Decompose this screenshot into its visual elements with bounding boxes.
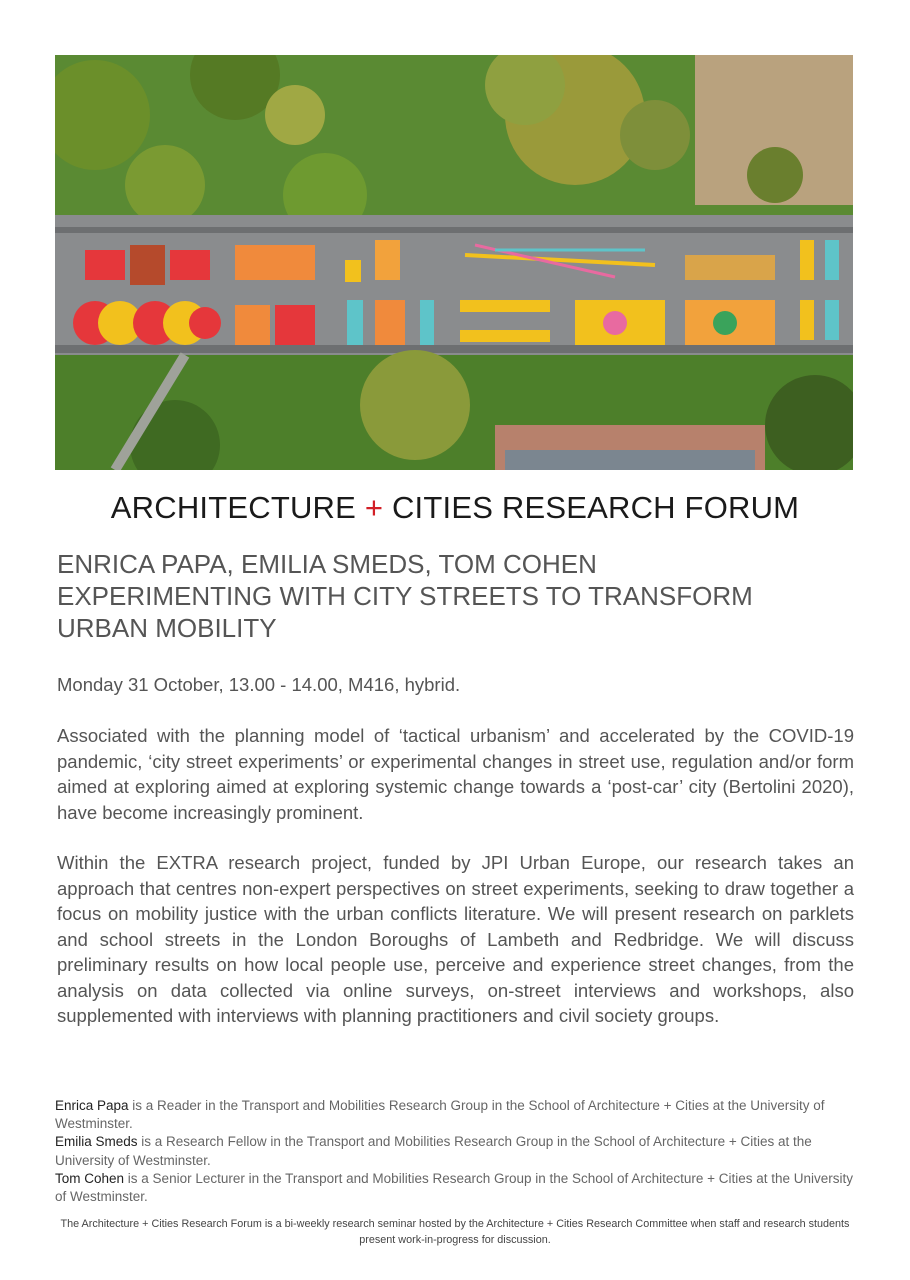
street-illustration bbox=[55, 55, 853, 470]
talk-title-line1: EXPERIMENTING WITH CITY STREETS TO TRANSFORM bbox=[57, 581, 753, 611]
bio-tom-cohen bbox=[55, 1170, 855, 1206]
talk-title-line2: URBAN MOBILITY bbox=[57, 613, 277, 643]
speaker-bios bbox=[55, 1097, 855, 1206]
bio-emilia-smeds bbox=[55, 1133, 855, 1169]
speakers-line: ENRICA PAPA, EMILIA SMEDS, TOM COHEN bbox=[57, 549, 597, 579]
abstract-paragraph-2: Within the EXTRA research project, funded by JPI Urban Europe, our research takes an approach that centres non-expert perspectives on street experiments, seeking to draw together a focus on mobility justice with the urban conflicts literature. We will present research on parklets and school streets in the London Boroughs of Lambeth and Redbridge. We will discuss preliminary results on how local people use, perceive and experience street changes, from the analysis on data collected via online surveys, on-street interviews and workshops, also supplemented with interviews with planning practitioners and civil society groups. bbox=[57, 852, 854, 1026]
bio-text: is a Research Fellow in the Transport and Mobilities Research Group in the School of Architecture + Cities at the University of Westminster. bbox=[55, 1134, 812, 1168]
bio-text: is a Senior Lecturer in the Transport and Mobilities Research Group in the School of Architecture + Cities at the University of Westminster. bbox=[55, 1170, 854, 1205]
speakers-and-talk-title bbox=[57, 548, 857, 644]
bio-text: is a Reader in the Transport and Mobilities Research Group in the School of Architecture + Cities at the University of Westminster. bbox=[55, 1098, 825, 1132]
forum-title-plus: + bbox=[364, 490, 384, 525]
event-datetime: Monday 31 October, 13.00 - 14.00, M416, hybrid. bbox=[57, 674, 461, 695]
forum-title-part2: CITIES RESEARCH FORUM bbox=[383, 490, 800, 525]
bio-name: Emilia Smeds bbox=[55, 1134, 138, 1150]
footer-note: The Architecture + Cities Research Forum is a bi-weekly research seminar hosted by the Architecture + Cities Research Committee when staff and research students present work-in-progress for discussion. bbox=[60, 1218, 850, 1246]
bio-enrica-papa bbox=[55, 1097, 855, 1133]
forum-title-part1: ARCHITECTURE bbox=[110, 490, 365, 525]
hero-aerial-street-photo bbox=[55, 55, 853, 470]
bio-name: Enrica Papa bbox=[55, 1098, 129, 1113]
bio-name: Tom Cohen bbox=[55, 1170, 125, 1186]
abstract-paragraph-1: Associated with the planning model of ‘tactical urbanism’ and accelerated by the COVID-19 pandemic, ‘city street experiments’ or experimental changes in street use, regulation and/or form aimed at exploring aimed at exploring systemic change towards a ‘post-car’ city (Bertolini 2020), have become increasingly prominent. bbox=[57, 725, 854, 823]
forum-title bbox=[0, 490, 910, 526]
